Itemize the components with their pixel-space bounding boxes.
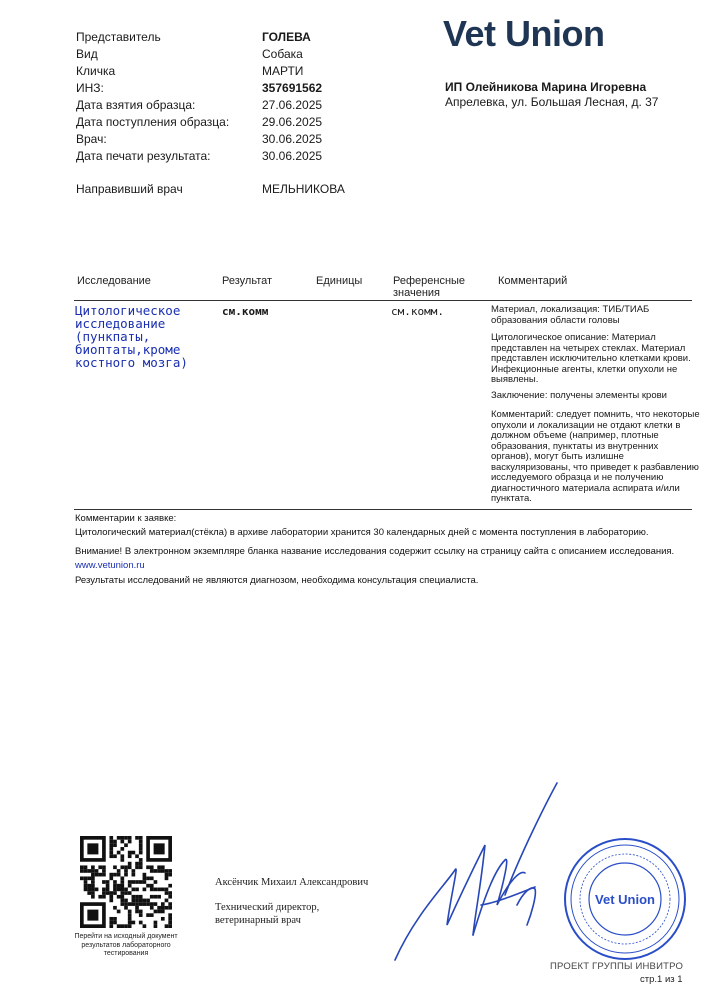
comment-remark: Комментарий: следует помнить, что некоторые опухоли и локализации не отдают клетки в должном объеме (например, плотные образования, пунктаты из внутренних органов), могут быть излишне васкуляризованы, что приведет к разбавлению исследуемого образца и не получению диагностичного материала аспирата и/или пунктата.: [491, 409, 700, 504]
reference-value: см.комм.: [391, 305, 444, 318]
qr-code-icon[interactable]: [80, 836, 172, 928]
label-doctor: Врач:: [76, 132, 107, 146]
notes-storage: Цитологический материал(стёкла) в архиве лаборатории хранится 30 календарных дней с момента поступления в лабораторию.: [75, 527, 649, 538]
value-print-date: 30.06.2025: [262, 149, 323, 163]
qr-caption: Перейти на исходный документ результатов лабораторного тестирования: [74, 933, 178, 957]
label-print-date: Дата печати результата:: [76, 149, 211, 163]
value-representative: ГОЛЕВА: [262, 30, 311, 44]
study-name-link[interactable]: Цитологическое исследование (пункпаты, биоптаты,кроме костного мозга): [75, 303, 188, 370]
comment-material: Материал, локализация: ТИБ/ТИАБ образования области головы: [491, 304, 650, 326]
notes-heading: Комментарии к заявке:: [75, 513, 177, 524]
company-stamp: [562, 836, 688, 962]
signer-title-line2: ветеринарный врач: [215, 915, 301, 926]
notes-warning: Внимание! В электронном экземпляре бланка название исследования содержит ссылку на страницу сайта с описанием исследования.: [75, 546, 675, 557]
value-receipt-date: 29.06.2025: [262, 115, 323, 129]
label-nickname: Кличка: [76, 64, 116, 78]
value-nickname: МАРТИ: [262, 64, 304, 78]
signer-name: Аксёнчик Михаил Александрович: [215, 877, 369, 888]
col-header-units: Единицы: [316, 275, 363, 287]
label-receipt-date: Дата поступления образца:: [76, 115, 230, 129]
table-bottom-divider: [74, 509, 692, 510]
col-header-comment: Комментарий: [498, 275, 568, 287]
col-header-study: Исследование: [77, 275, 151, 287]
vetunion-link[interactable]: www.vetunion.ru: [75, 560, 145, 571]
label-inz: ИНЗ:: [76, 81, 104, 95]
result-value: см.комм: [222, 305, 269, 318]
signer-title-line1: Технический директор,: [215, 902, 320, 913]
label-representative: Представитель: [76, 30, 161, 44]
value-referring-doctor: МЕЛЬНИКОВА: [262, 182, 345, 196]
comment-description: Цитологическое описание: Материал представлен на четырех стеклах. Материал представлен исключительно клетками крови. Инфекционные агенты, клетки опухоли не выявлены.: [491, 332, 691, 385]
label-referring-doctor: Направивший врач: [76, 182, 183, 196]
label-species: Вид: [76, 47, 98, 61]
value-species: Собака: [262, 47, 303, 61]
clinic-name: ИП Олейникова Марина Игоревна: [445, 80, 647, 94]
table-header-divider: [74, 300, 692, 301]
stamp-text: Vet Union: [595, 892, 655, 907]
comment-conclusion: Заключение: получены элементы крови: [491, 390, 667, 401]
clinic-address: Апрелевка, ул. Большая Лесная, д. 37: [445, 95, 659, 109]
value-sample-date: 27.06.2025: [262, 98, 323, 112]
col-header-reference: Референсные значения: [393, 275, 466, 299]
page-number: стр.1 из 1: [640, 974, 683, 985]
value-doctor: 30.06.2025: [262, 132, 323, 146]
signature-icon: [385, 775, 570, 975]
col-header-result: Результат: [222, 275, 273, 287]
value-inz: 357691562: [262, 81, 323, 95]
label-sample-date: Дата взятия образца:: [76, 98, 196, 112]
notes-disclaimer: Результаты исследований не являются диагнозом, необходима консультация специалиста.: [75, 575, 479, 586]
project-label: ПРОЕКТ ГРУППЫ ИНВИТРО: [550, 961, 684, 972]
vet-union-logo: Vet Union: [443, 13, 605, 54]
